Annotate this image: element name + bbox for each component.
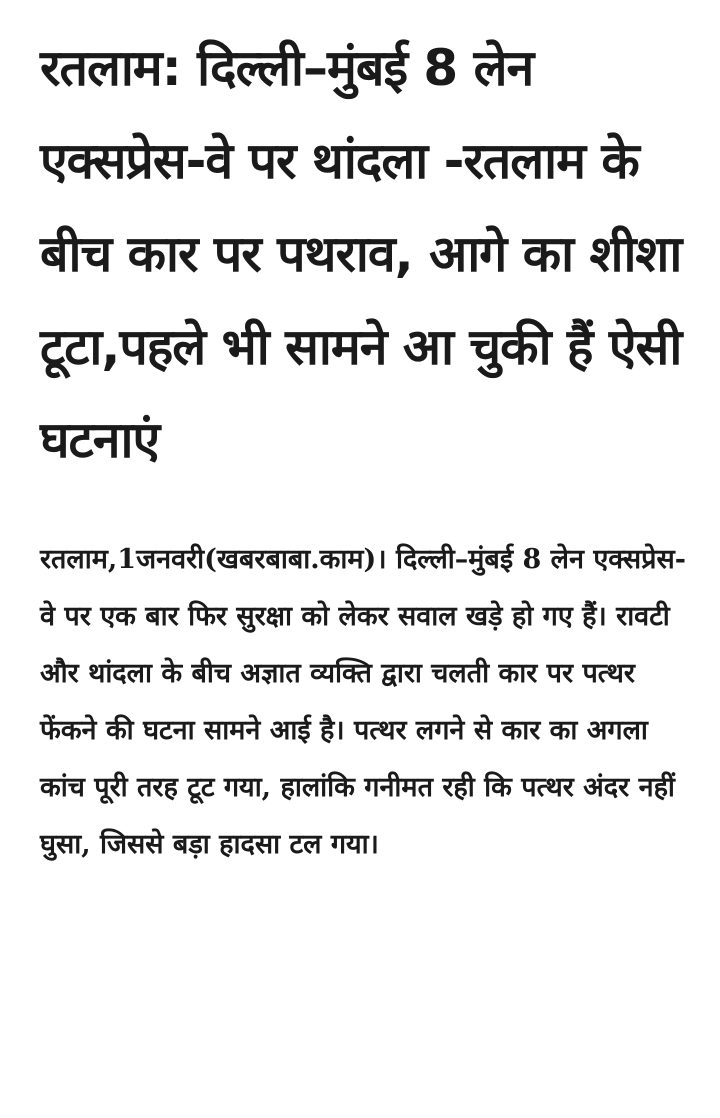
article-headline: रतलाम: दिल्ली–मुंबई 8 लेन एक्सप्रेस-वे पर थांदला -रतलाम के बीच कार पर पथराव, आगे का शीशा टूटा,पहले भी सामने आ चुकी हैं ऐसी घटनाएं — [40, 39, 682, 469]
article-body-paragraph: रतलाम,1जनवरी(खबरबाबा.काम)। दिल्ली–मुंबई 8 लेन एक्सप्रेस-वे पर एक बार फिर सुरक्षा को लेकर सवाल खड़े हो गए हैं। रावटी और थांदला के बीच अज्ञात व्यक्ति द्वारा चलती कार पर पत्थर फेंकने की घटना सामने आई है। पत्थर लगने से कार का अगला कांच पूरी तरह टूट गया, हालांकि गनीमत रही कि पत्थर अंदर नहीं घुसा, जिससे बड़ा हादसा टल गया। — [40, 544, 686, 860]
news-article — [40, 22, 690, 873]
